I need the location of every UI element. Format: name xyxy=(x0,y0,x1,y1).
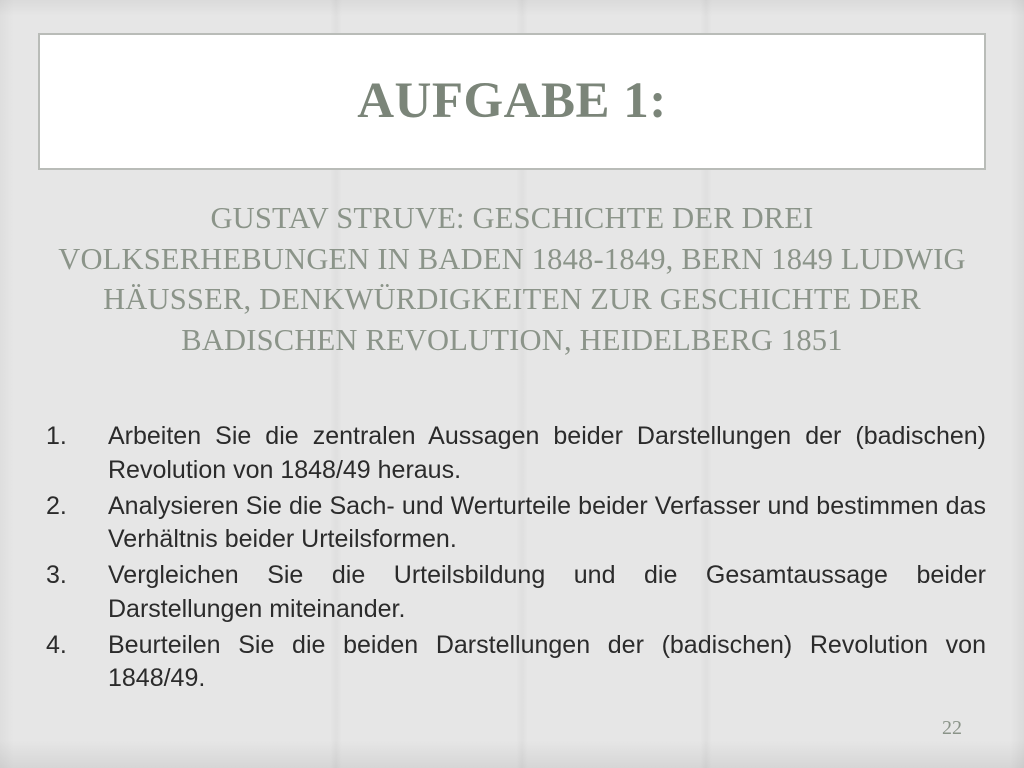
list-item-number: 4. xyxy=(46,630,67,659)
slide-subtitle: GUSTAV STRUVE: GESCHICHTE DER DREI VOLKSERHEBUNGEN IN BADEN 1848-1849, BERN 1849 LUDWIG HÄUSSER, DENKWÜRDIGKEITEN ZUR GESCHICHTE DER BADISCHEN REVOLUTION, HEIDELBERG 1851 xyxy=(58,201,966,357)
list-item-text: Analysieren Sie die Sach- und Werturteile beider Verfasser und bestimmen das Verhältnis beider Urteilsformen. xyxy=(108,491,986,554)
page-title: AUFGABE 1: xyxy=(357,72,667,129)
task-list xyxy=(46,420,986,698)
list-item-number: 1. xyxy=(46,422,67,450)
page-number: 22 xyxy=(942,717,962,739)
list-item-text: Beurteilen Sie die beiden Darstellungen der (badischen) Revolution von 1848/49. xyxy=(108,630,986,693)
list-item-text: Vergleichen Sie die Urteilsbildung und die Gesamtaussage beider Darstellungen miteinander. xyxy=(108,561,986,623)
list-item xyxy=(46,559,986,627)
list-item-number: 3. xyxy=(46,561,67,589)
list-item xyxy=(46,420,986,488)
title-box xyxy=(38,33,986,170)
list-item-number: 2. xyxy=(46,491,67,520)
list-item-text: Arbeiten Sie die zentralen Aussagen beider Darstellungen der (badischen) Revolution von 1848/49 heraus. xyxy=(108,422,986,484)
list-item xyxy=(46,629,986,697)
list-item xyxy=(46,490,986,558)
